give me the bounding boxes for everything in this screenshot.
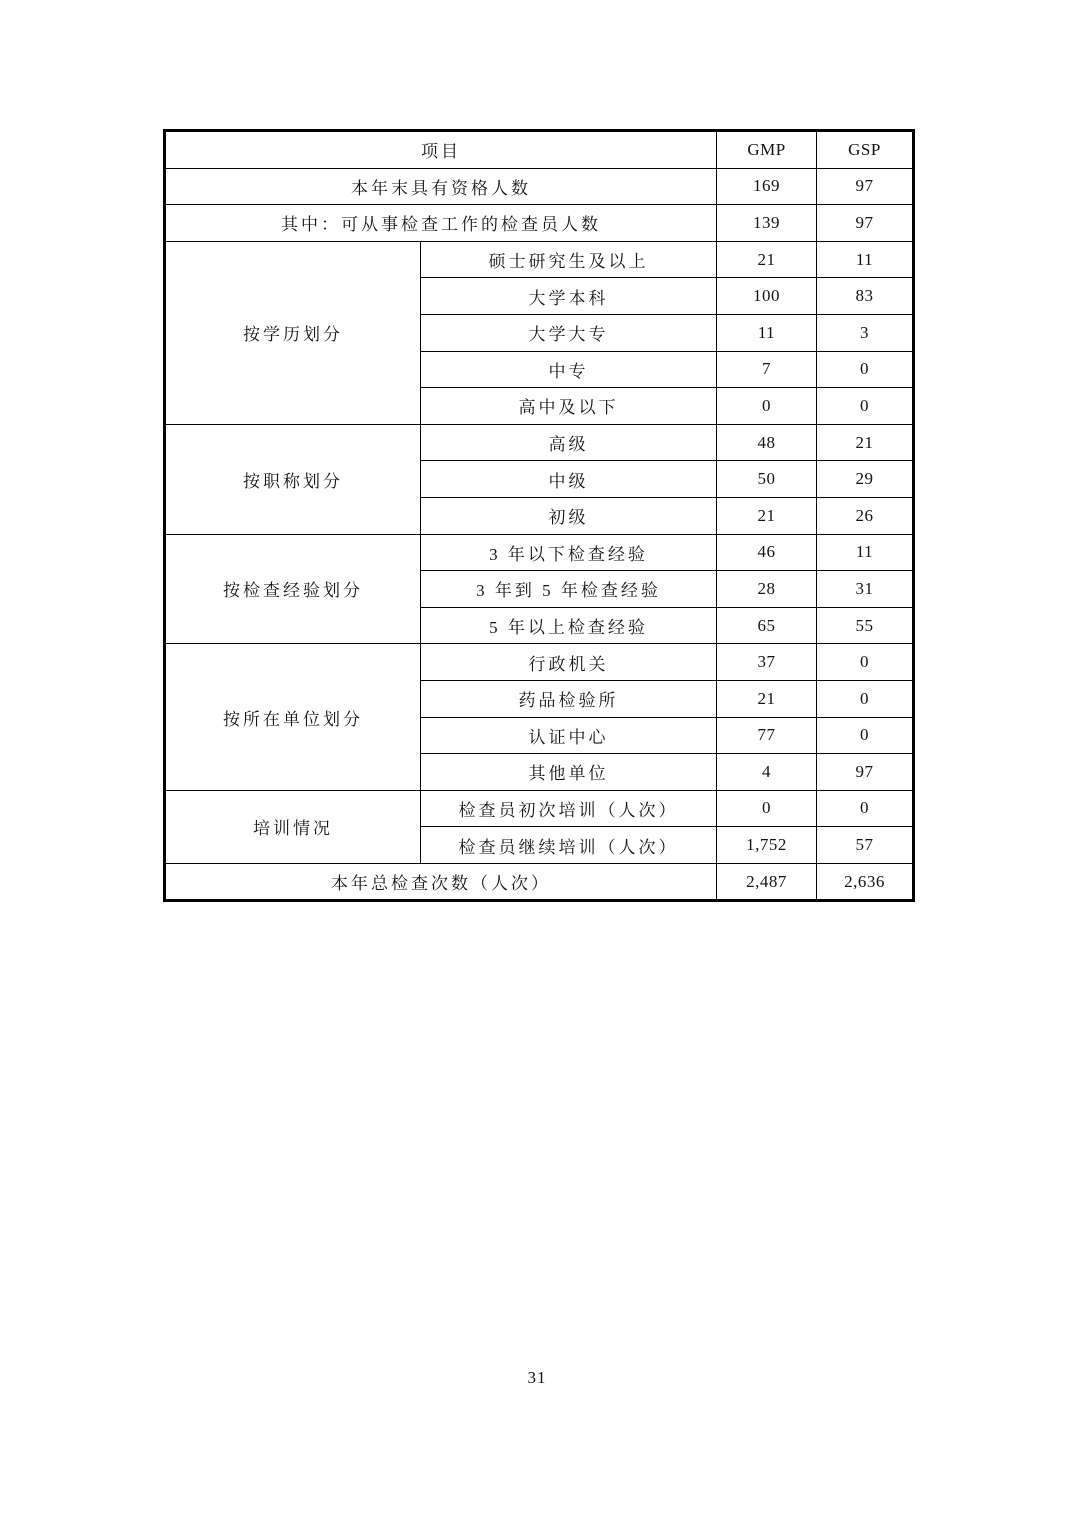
gsp-value-cell: 97: [817, 168, 914, 205]
gmp-value-cell: 21: [717, 680, 817, 717]
category-cell: 培训情况: [165, 790, 421, 863]
label-cell: 药品检验所: [421, 680, 717, 717]
label-cell: 中级: [421, 461, 717, 498]
total-gmp-cell: 2,487: [717, 863, 817, 901]
gmp-value-cell: 0: [717, 790, 817, 827]
label-cell: 检查员初次培训（人次）: [421, 790, 717, 827]
label-cell: 认证中心: [421, 717, 717, 754]
gsp-value-cell: 0: [817, 388, 914, 425]
table-row: [165, 534, 914, 571]
gmp-value-cell: 65: [717, 607, 817, 644]
label-cell: 其他单位: [421, 754, 717, 791]
total-label-cell: 本年总检查次数（人次）: [165, 863, 717, 901]
gmp-value-cell: 21: [717, 241, 817, 278]
table-row: [165, 644, 914, 681]
label-cell: 3 年到 5 年检查经验: [421, 571, 717, 608]
label-cell: 初级: [421, 497, 717, 534]
gmp-value-cell: 37: [717, 644, 817, 681]
gmp-value-cell: 1,752: [717, 827, 817, 864]
gsp-value-cell: 31: [817, 571, 914, 608]
gmp-value-cell: 50: [717, 461, 817, 498]
gmp-value-cell: 48: [717, 424, 817, 461]
table-row: [165, 790, 914, 827]
category-cell: 按职称划分: [165, 424, 421, 534]
gsp-value-cell: 0: [817, 790, 914, 827]
label-cell: 本年末具有资格人数: [165, 168, 717, 205]
gsp-value-cell: 11: [817, 534, 914, 571]
header-gmp-cell: GMP: [717, 131, 817, 169]
table-row: [165, 424, 914, 461]
gmp-value-cell: 46: [717, 534, 817, 571]
gsp-value-cell: 97: [817, 754, 914, 791]
gsp-value-cell: 0: [817, 351, 914, 388]
label-cell: 5 年以上检查经验: [421, 607, 717, 644]
total-gsp-cell: 2,636: [817, 863, 914, 901]
table-total-row: [165, 863, 914, 901]
gsp-value-cell: 0: [817, 717, 914, 754]
table-row: [165, 241, 914, 278]
gmp-value-cell: 21: [717, 497, 817, 534]
gmp-value-cell: 0: [717, 388, 817, 425]
label-cell: 其中：可从事检查工作的检查员人数: [165, 205, 717, 242]
gsp-value-cell: 3: [817, 314, 914, 351]
gsp-value-cell: 21: [817, 424, 914, 461]
gsp-value-cell: 57: [817, 827, 914, 864]
gmp-value-cell: 28: [717, 571, 817, 608]
label-cell: 大学大专: [421, 314, 717, 351]
gmp-value-cell: 139: [717, 205, 817, 242]
gmp-value-cell: 169: [717, 168, 817, 205]
inspector-stats-table: [163, 129, 915, 902]
gmp-value-cell: 100: [717, 278, 817, 315]
gmp-value-cell: 77: [717, 717, 817, 754]
gsp-value-cell: 11: [817, 241, 914, 278]
label-cell: 中专: [421, 351, 717, 388]
gsp-value-cell: 0: [817, 644, 914, 681]
label-cell: 硕士研究生及以上: [421, 241, 717, 278]
gsp-value-cell: 83: [817, 278, 914, 315]
gmp-value-cell: 7: [717, 351, 817, 388]
page-number: 31: [527, 1368, 547, 1387]
table-header-row: [165, 131, 914, 169]
header-gsp-cell: GSP: [817, 131, 914, 169]
label-cell: 大学本科: [421, 278, 717, 315]
category-cell: 按检查经验划分: [165, 534, 421, 644]
gsp-value-cell: 26: [817, 497, 914, 534]
gmp-value-cell: 4: [717, 754, 817, 791]
table-row: [165, 168, 914, 205]
gsp-value-cell: 97: [817, 205, 914, 242]
table-row: [165, 205, 914, 242]
label-cell: 高中及以下: [421, 388, 717, 425]
label-cell: 3 年以下检查经验: [421, 534, 717, 571]
gmp-value-cell: 11: [717, 314, 817, 351]
label-cell: 高级: [421, 424, 717, 461]
category-cell: 按学历划分: [165, 241, 421, 424]
header-item-cell: 项目: [165, 131, 717, 169]
label-cell: 检查员继续培训（人次）: [421, 827, 717, 864]
gsp-value-cell: 29: [817, 461, 914, 498]
gsp-value-cell: 55: [817, 607, 914, 644]
category-cell: 按所在单位划分: [165, 644, 421, 790]
gsp-value-cell: 0: [817, 680, 914, 717]
label-cell: 行政机关: [421, 644, 717, 681]
